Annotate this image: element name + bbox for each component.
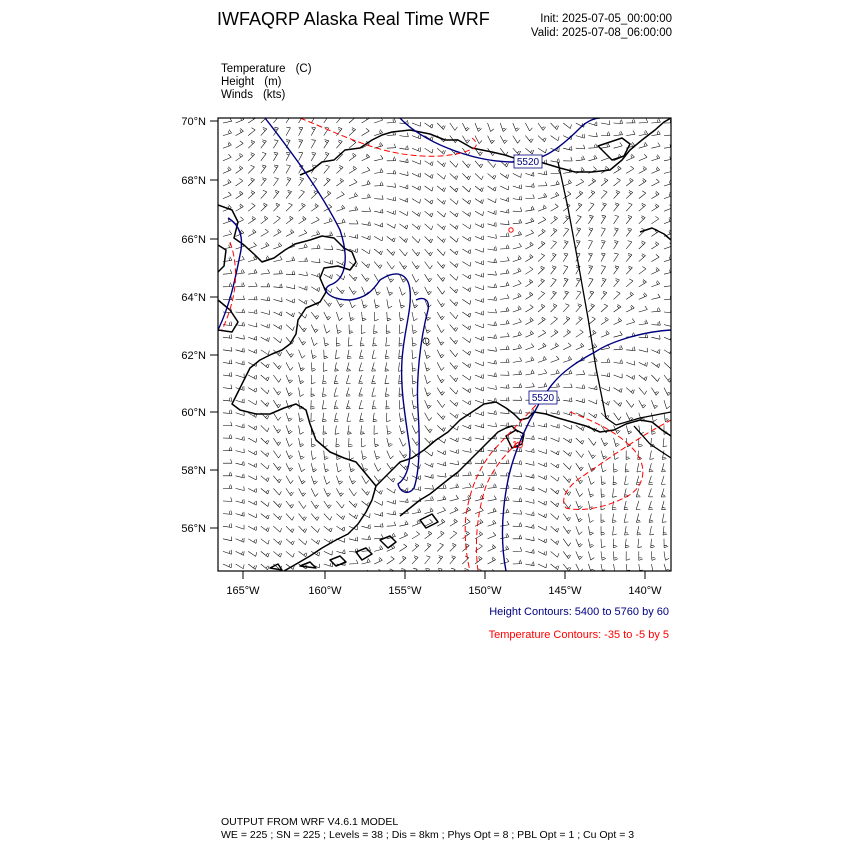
temperature-label: -10 [508,440,524,451]
field-winds: Winds (kts) [221,89,286,101]
lon-tick-label: 160°W [308,585,342,597]
lon-tick-label: 155°W [388,585,422,597]
valid-time: Valid: 2025-07-08_06:00:00 [530,27,672,39]
lat-tick-label: 56°N [181,523,206,535]
lat-tick-label: 62°N [181,350,206,362]
field-temperature: Temperature (C) [221,63,312,75]
lat-tick-label: 66°N [181,234,206,246]
wind-barbs [223,115,686,586]
lat-tick-label: 64°N [181,292,206,304]
model-version: OUTPUT FROM WRF V4.6.1 MODEL [221,816,399,828]
contour-labels [509,155,557,451]
temperature-contour-legend: Temperature Contours: -35 to -5 by 5 [488,629,669,641]
height-label-south: 5520 [531,393,555,404]
wind-barb-field [223,115,686,586]
lat-tick-label: 70°N [181,116,206,128]
latitude-axis [181,116,218,535]
lat-tick-label: 58°N [181,465,206,477]
field-height: Height (m) [221,76,282,88]
model-footer [221,816,634,841]
lat-tick-label: 60°N [181,407,206,419]
height-label-north: 5520 [516,157,540,168]
init-time: Init: 2025-07-05_00:00:00 [540,13,672,25]
lon-tick-label: 165°W [226,585,260,597]
lon-tick-label: 140°W [628,585,662,597]
model-settings: WE = 225 ; SN = 225 ; Levels = 38 ; Dis = 8km ; Phys Opt = 8 ; PBL Opt = 1 ; Cu Opt = 3 [221,828,635,841]
lon-tick-label: 150°W [468,585,502,597]
lat-tick-label: 68°N [181,175,206,187]
longitude-axis [226,571,662,597]
lon-tick-label: 145°W [548,585,582,597]
map-title: IWFAQRP Alaska Real Time WRF [217,9,490,29]
height-contour-legend: Height Contours: 5400 to 5760 by 60 [489,606,669,618]
